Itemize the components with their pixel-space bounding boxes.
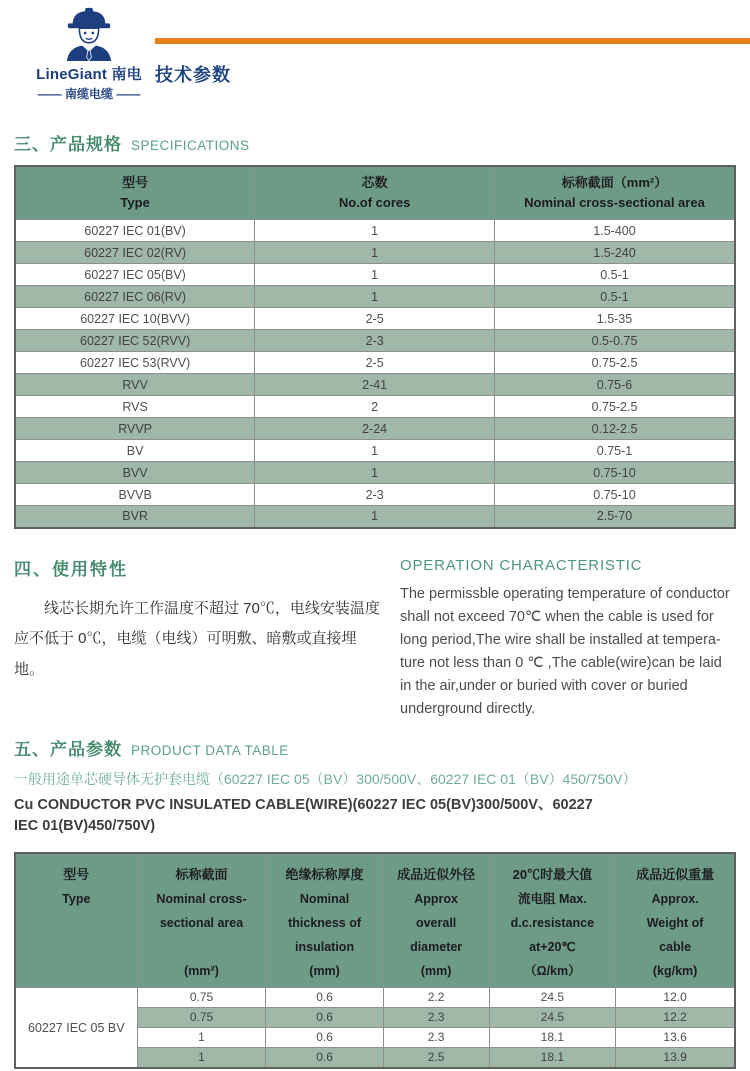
- cell-cores: 1: [255, 264, 495, 286]
- table-row: [15, 220, 735, 242]
- cell-area: 0.5-1: [495, 264, 736, 286]
- cell-type: 60227 IEC 53(RVV): [15, 352, 255, 374]
- cell-cores: 1: [255, 220, 495, 242]
- operation-title-en: OPERATION CHARACTERISTIC: [400, 556, 643, 574]
- cell-type: RVVP: [15, 418, 255, 440]
- header-line: [16, 959, 137, 983]
- cell-cores: 2-41: [255, 374, 495, 396]
- cell-type: RVS: [15, 396, 255, 418]
- specifications-table-head: [15, 166, 735, 220]
- specifications-title-row: [14, 130, 736, 155]
- cell-diameter: 2.2: [384, 988, 489, 1007]
- column-header-type-cn: 型号: [122, 175, 149, 190]
- header-line: Weight of: [646, 916, 704, 931]
- column-header-type: [15, 166, 255, 220]
- cell-area: 0.75-2.5: [495, 396, 736, 418]
- header-line: Nominal cross-: [156, 892, 247, 907]
- brand-subtitle: —— 南缆电缆 ——: [37, 87, 141, 101]
- cell-thickness: 0.6: [266, 1028, 382, 1047]
- cell-diameter: 2.3: [384, 1028, 489, 1047]
- cell-area: 1: [138, 1048, 266, 1067]
- header-line: d.c.resistance: [510, 916, 595, 931]
- cell-area: 0.12-2.5: [495, 418, 736, 440]
- header-line: overall: [415, 916, 457, 931]
- specifications-title-cn: 三、产品规格: [14, 135, 122, 154]
- cell-cores: 1: [255, 462, 495, 484]
- table-row: [15, 506, 735, 528]
- header-line: 绝缘标称厚度: [285, 867, 364, 883]
- header-line: [16, 911, 137, 935]
- column-header-area: [495, 166, 736, 220]
- cell-type: 60227 IEC 01(BV): [15, 220, 255, 242]
- table-row: [15, 352, 735, 374]
- cell-type: 60227 IEC 06(RV): [15, 286, 255, 308]
- header-right: [155, 38, 750, 87]
- cell-weight: 12.0: [616, 988, 734, 1007]
- header-line: 成品近似外径: [397, 867, 476, 883]
- header-line: Approx: [414, 892, 458, 907]
- table-row: [15, 374, 735, 396]
- cell-type: 60227 IEC 10(BVV): [15, 308, 255, 330]
- cell-area: 0.5-0.75: [495, 330, 736, 352]
- header-line: [138, 935, 266, 959]
- cell-area: 0.75: [138, 988, 266, 1007]
- table-row: [15, 462, 735, 484]
- column-header-weight: [616, 854, 734, 987]
- cell-cores: 1: [255, 506, 495, 528]
- operation-text-en: The permissble operating temperature of conductor shall not exceed 70℃ when the cable is used for long period,The wire shall be installed at tempera-ture not less than 0 ℃ ,The cable(wire)can be laid in the air,under or buried with cover or buried underground directly.: [400, 585, 730, 718]
- column-header-area: [138, 854, 266, 987]
- row-group-type-cell: 60227 IEC 05 BV: [16, 988, 137, 1067]
- header-line: (mm): [309, 964, 340, 979]
- column-header-area-en: Nominal cross-sectional area: [524, 195, 705, 210]
- operation-text-cn: 线芯长期允许工作温度不超过 70℃，电线安装温度应不低于 0℃，电缆（电线）可明敷、暗敷或直接埋地。: [14, 599, 380, 678]
- cell-area: 0.5-1: [495, 286, 736, 308]
- cell-cores: 2-5: [255, 308, 495, 330]
- orange-divider: [155, 38, 750, 44]
- cell-area: 0.75-2.5: [495, 352, 736, 374]
- header-line: （Ω/km）: [524, 964, 581, 979]
- cell-weight: 13.9: [616, 1048, 734, 1067]
- column-header-cores-cn: 芯数: [361, 175, 388, 190]
- cell-area: 1: [138, 1028, 266, 1047]
- product-data-title-row: [14, 735, 736, 760]
- column-header-diameter: [384, 854, 489, 987]
- column-header-type: [16, 854, 137, 987]
- cell-area: 0.75-6: [495, 374, 736, 396]
- header-line: insulation: [295, 940, 355, 955]
- cell-type: 60227 IEC 05(BV): [15, 264, 255, 286]
- header-line: thickness of: [288, 916, 362, 931]
- cell-resistance: 18.1: [490, 1048, 616, 1067]
- table-row: [15, 286, 735, 308]
- column-header-resistance: [490, 854, 616, 987]
- page-title: 技术参数: [155, 65, 231, 85]
- header-line: cable: [659, 940, 692, 955]
- header-line: 成品近似重量: [636, 867, 715, 883]
- section-operation: [14, 555, 736, 722]
- column-header-cores-en: No.of cores: [338, 195, 411, 210]
- cell-area: 0.75-1: [495, 440, 736, 462]
- product-data-table: [14, 852, 736, 1069]
- specifications-table: [14, 165, 736, 529]
- table-row: [15, 264, 735, 286]
- cell-cores: 1: [255, 286, 495, 308]
- table-row: [15, 242, 735, 264]
- table-row: [15, 396, 735, 418]
- column-header-type-en: Type: [120, 195, 150, 210]
- cell-thickness: 0.6: [266, 1048, 382, 1067]
- cell-area: 1.5-35: [495, 308, 736, 330]
- cell-area: 0.75: [138, 1008, 266, 1027]
- header-line: (kg/km): [652, 964, 698, 979]
- header-line: 流电阻 Max.: [517, 892, 587, 907]
- header-line: Nominal: [299, 892, 350, 907]
- cell-resistance: 18.1: [490, 1028, 616, 1047]
- product-data-title-cn: 五、产品参数: [14, 739, 122, 759]
- header-line: 标称截面: [175, 867, 228, 883]
- section-product-data: [14, 735, 736, 1070]
- page-header: [0, 0, 750, 118]
- header-line: 20℃时最大值: [512, 867, 593, 883]
- cell-cores: 2-24: [255, 418, 495, 440]
- cell-resistance: 24.5: [490, 988, 616, 1007]
- product-data-title-en: PRODUCT DATA TABLE: [131, 742, 289, 758]
- cell-type: 60227 IEC 02(RV): [15, 242, 255, 264]
- section-specifications: [14, 130, 736, 529]
- cell-thickness: 0.6: [266, 1008, 382, 1027]
- product-data-subtitle-en: Cu CONDUCTOR PVC INSULATED CABLE(WIRE)(60227 IEC 05(BV)300/500V、60227 IEC 01(BV)450/750V): [14, 796, 593, 835]
- header-line: Approx.: [651, 892, 699, 907]
- operation-left-column: [14, 555, 382, 722]
- column-header-area-cn: 标称截面（mm²）: [561, 175, 668, 190]
- header-line: diameter: [410, 940, 463, 955]
- cell-weight: 13.6: [616, 1028, 734, 1047]
- column-header-cores: [255, 166, 495, 220]
- header-line: 型号: [63, 867, 90, 883]
- cell-resistance: 24.5: [490, 1008, 616, 1027]
- company-logo: [33, 6, 145, 102]
- operation-right-column: [382, 555, 736, 722]
- specifications-title-en: SPECIFICATIONS: [131, 138, 250, 153]
- operation-title-cn: 四、使用特性: [14, 559, 128, 579]
- cell-type: BVV: [15, 462, 255, 484]
- cell-type: 60227 IEC 52(RVV): [15, 330, 255, 352]
- cell-cores: 1: [255, 242, 495, 264]
- table-row: [15, 308, 735, 330]
- header-line: [16, 935, 137, 959]
- table-row: [15, 440, 735, 462]
- table-row: [15, 330, 735, 352]
- specifications-table-body: [15, 220, 735, 528]
- header-line: sectional area: [159, 916, 244, 931]
- cell-cores: 2-3: [255, 484, 495, 506]
- cell-cores: 2: [255, 396, 495, 418]
- page-content: [0, 130, 750, 1069]
- cell-cores: 1: [255, 440, 495, 462]
- cell-cores: 2-3: [255, 330, 495, 352]
- cell-area: 0.75-10: [495, 484, 736, 506]
- cell-thickness: 0.6: [266, 988, 382, 1007]
- header-line: at+20℃: [529, 940, 576, 955]
- cell-type: BV: [15, 440, 255, 462]
- cell-type: BVVB: [15, 484, 255, 506]
- table-row: [15, 484, 735, 506]
- engineer-portrait-icon: [60, 6, 118, 62]
- cell-diameter: 2.5: [384, 1048, 489, 1067]
- header-line: (mm²): [184, 964, 219, 979]
- cell-weight: 12.2: [616, 1008, 734, 1027]
- header-line: Type: [62, 892, 91, 907]
- cell-area: 1.5-240: [495, 242, 736, 264]
- cell-area: 1.5-400: [495, 220, 736, 242]
- product-data-subtitle-cn: 一般用途单芯硬导体无护套电缆（60227 IEC 05（BV）300/500V、60227 IEC 01（BV）450/750V）: [14, 770, 637, 787]
- column-header-insulation: [266, 854, 382, 987]
- table-row: [15, 418, 735, 440]
- cell-area: 0.75-10: [495, 462, 736, 484]
- brand-name: LineGiant 南电: [36, 66, 142, 83]
- cell-type: BVR: [15, 506, 255, 528]
- cell-type: RVV: [15, 374, 255, 396]
- cell-cores: 2-5: [255, 352, 495, 374]
- cell-diameter: 2.3: [384, 1008, 489, 1027]
- cell-area: 2.5-70: [495, 506, 736, 528]
- header-line: (mm): [420, 964, 452, 979]
